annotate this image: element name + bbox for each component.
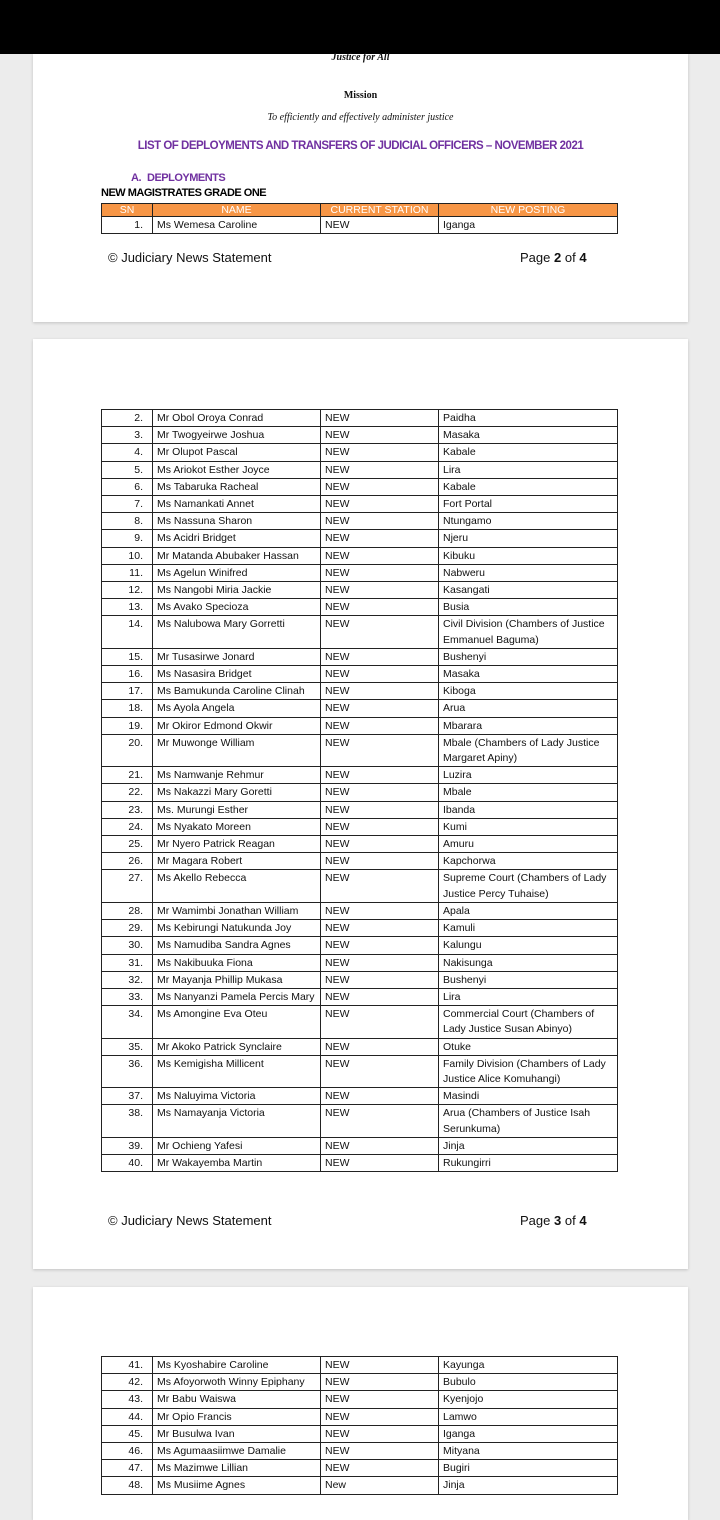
cell-current-station: NEW (321, 971, 439, 988)
cell-current-station: NEW (321, 410, 439, 427)
cell-new-posting: Kiboga (439, 683, 618, 700)
cell-new-posting: Otuke (439, 1038, 618, 1055)
cell-name: Ms Nakibuuka Fiona (153, 954, 321, 971)
cell-sn: 2. (102, 410, 153, 427)
cell-current-station: NEW (321, 1391, 439, 1408)
cell-current-station: NEW (321, 954, 439, 971)
table-row (102, 1006, 618, 1038)
cell-new-posting: Mityana (439, 1443, 618, 1460)
cell-current-station: NEW (321, 564, 439, 581)
table-row (102, 1357, 618, 1374)
table-row (102, 937, 618, 954)
cell-current-station: NEW (321, 217, 439, 234)
table-row (102, 616, 618, 648)
table-row (102, 734, 618, 766)
cell-current-station: NEW (321, 1408, 439, 1425)
cell-new-posting: Mbale (439, 784, 618, 801)
cell-current-station: NEW (321, 1088, 439, 1105)
cell-new-posting: Supreme Court (Chambers of Lady Justice Percy Tuhaise) (439, 870, 618, 902)
cell-sn: 18. (102, 700, 153, 717)
cell-sn: 42. (102, 1374, 153, 1391)
cell-sn: 41. (102, 1357, 153, 1374)
cell-current-station: NEW (321, 444, 439, 461)
cell-name: Ms Avako Specioza (153, 599, 321, 616)
section-number: A. (131, 172, 141, 184)
cell-sn: 21. (102, 767, 153, 784)
cell-sn: 33. (102, 988, 153, 1005)
cell-sn: 31. (102, 954, 153, 971)
cell-new-posting: Iganga (439, 217, 618, 234)
cell-current-station: NEW (321, 784, 439, 801)
cell-new-posting: Arua (439, 700, 618, 717)
cell-new-posting: Arua (Chambers of Justice Isah Serunkuma) (439, 1105, 618, 1137)
cell-new-posting: Masaka (439, 427, 618, 444)
cell-name: Mr Twogyeirwe Joshua (153, 427, 321, 444)
cell-name: Mr Okiror Edmond Okwir (153, 717, 321, 734)
cell-name: Mr Magara Robert (153, 853, 321, 870)
cell-current-station: NEW (321, 478, 439, 495)
cell-new-posting: Bugiri (439, 1460, 618, 1477)
cell-sn: 16. (102, 666, 153, 683)
grade-heading: NEW MAGISTRATES GRADE ONE (101, 187, 267, 199)
cell-name: Ms Mazimwe Lillian (153, 1460, 321, 1477)
cell-name: Mr Mayanja Phillip Mukasa (153, 971, 321, 988)
table-row (102, 836, 618, 853)
table-row (102, 1105, 618, 1137)
cell-current-station: NEW (321, 461, 439, 478)
cell-name: Mr Obol Oroya Conrad (153, 410, 321, 427)
table-row (102, 666, 618, 683)
col-header-new-posting: NEW POSTING (439, 204, 618, 217)
cell-sn: 34. (102, 1006, 153, 1038)
table-row (102, 902, 618, 919)
cell-sn: 37. (102, 1088, 153, 1105)
cell-current-station: NEW (321, 1055, 439, 1087)
table-row (102, 1408, 618, 1425)
cell-new-posting: Kabale (439, 444, 618, 461)
cell-new-posting: Kumi (439, 818, 618, 835)
cell-name: Mr Akoko Patrick Synclaire (153, 1038, 321, 1055)
cell-new-posting: Kalungu (439, 937, 618, 954)
table-row (102, 547, 618, 564)
document-page-3 (33, 339, 688, 1269)
table-header-row (102, 204, 618, 217)
cell-new-posting: Masindi (439, 1088, 618, 1105)
cell-current-station: NEW (321, 1357, 439, 1374)
cell-new-posting: Masaka (439, 666, 618, 683)
cell-sn: 4. (102, 444, 153, 461)
cell-new-posting: Iganga (439, 1425, 618, 1442)
cell-sn: 35. (102, 1038, 153, 1055)
cell-name: Ms Nanyanzi Pamela Percis Mary (153, 988, 321, 1005)
cell-current-station: NEW (321, 547, 439, 564)
table-row (102, 648, 618, 665)
table-row (102, 700, 618, 717)
cell-new-posting: Family Division (Chambers of Lady Justice Alice Komuhangi) (439, 1055, 618, 1087)
cell-sn: 40. (102, 1154, 153, 1171)
cell-name: Mr Wamimbi Jonathan William (153, 902, 321, 919)
cell-new-posting: Kabale (439, 478, 618, 495)
cell-name: Ms Kyoshabire Caroline (153, 1357, 321, 1374)
section-heading (131, 172, 225, 184)
table-row (102, 478, 618, 495)
cell-current-station: NEW (321, 818, 439, 835)
cell-sn: 3. (102, 427, 153, 444)
cell-current-station: NEW (321, 582, 439, 599)
cell-new-posting: Lamwo (439, 1408, 618, 1425)
cell-new-posting: Kamuli (439, 920, 618, 937)
cell-name: Mr Busulwa Ivan (153, 1425, 321, 1442)
table-row (102, 818, 618, 835)
cell-new-posting: Bubulo (439, 1374, 618, 1391)
table-row (102, 599, 618, 616)
cell-new-posting: Civil Division (Chambers of Justice Emmanuel Baguma) (439, 616, 618, 648)
page-number: 3 (554, 1213, 562, 1228)
cell-name: Ms Nasasira Bridget (153, 666, 321, 683)
page-of: of (564, 250, 576, 265)
cell-current-station: NEW (321, 1006, 439, 1038)
cell-current-station: NEW (321, 1038, 439, 1055)
table-row (102, 513, 618, 530)
cell-sn: 6. (102, 478, 153, 495)
cell-sn: 45. (102, 1425, 153, 1442)
page-number-footer (520, 250, 587, 265)
cell-sn: 1. (102, 217, 153, 234)
cell-name: Ms Ayola Angela (153, 700, 321, 717)
cell-sn: 7. (102, 496, 153, 513)
cell-sn: 14. (102, 616, 153, 648)
table-row (102, 427, 618, 444)
cell-name: Mr Babu Waiswa (153, 1391, 321, 1408)
cell-sn: 9. (102, 530, 153, 547)
cell-new-posting: Paidha (439, 410, 618, 427)
cell-new-posting: Lira (439, 988, 618, 1005)
cell-sn: 12. (102, 582, 153, 599)
cell-sn: 25. (102, 836, 153, 853)
list-title: LIST OF DEPLOYMENTS AND TRANSFERS OF JUDICIAL OFFICERS – NOVEMBER 2021 (137, 140, 584, 152)
table-row (102, 1154, 618, 1171)
cell-new-posting: Bushenyi (439, 648, 618, 665)
deployments-table-page2 (101, 203, 618, 234)
cell-new-posting: Kyenjojo (439, 1391, 618, 1408)
cell-new-posting: Kibuku (439, 547, 618, 564)
table-row (102, 717, 618, 734)
cell-name: Ms Amongine Eva Oteu (153, 1006, 321, 1038)
deployments-table-page3 (101, 409, 618, 1172)
cell-name: Ms Kemigisha Millicent (153, 1055, 321, 1087)
cell-current-station: NEW (321, 836, 439, 853)
cell-sn: 28. (102, 902, 153, 919)
cell-current-station: NEW (321, 801, 439, 818)
table-row (102, 971, 618, 988)
footer-copyright: © Judiciary News Statement (108, 250, 272, 265)
table-row (102, 1137, 618, 1154)
cell-new-posting: Commercial Court (Chambers of Lady Justice Susan Abinyo) (439, 1006, 618, 1038)
cell-name: Mr Tusasirwe Jonard (153, 648, 321, 665)
cell-new-posting: Jinja (439, 1137, 618, 1154)
table-row (102, 461, 618, 478)
cell-sn: 27. (102, 870, 153, 902)
cell-current-station: NEW (321, 616, 439, 648)
cell-current-station: NEW (321, 988, 439, 1005)
cell-sn: 11. (102, 564, 153, 581)
cell-sn: 24. (102, 818, 153, 835)
table-row (102, 954, 618, 971)
cell-current-station: NEW (321, 734, 439, 766)
cell-current-station: NEW (321, 902, 439, 919)
cell-name: Ms Kebirungi Natukunda Joy (153, 920, 321, 937)
cell-new-posting: Busia (439, 599, 618, 616)
cell-current-station: NEW (321, 853, 439, 870)
table-row (102, 1374, 618, 1391)
cell-current-station: NEW (321, 513, 439, 530)
table-row (102, 1460, 618, 1477)
cell-new-posting: Apala (439, 902, 618, 919)
table-row (102, 1055, 618, 1087)
cell-name: Ms Tabaruka Racheal (153, 478, 321, 495)
cell-new-posting: Mbale (Chambers of Lady Justice Margaret Apiny) (439, 734, 618, 766)
table-row (102, 870, 618, 902)
cell-sn: 38. (102, 1105, 153, 1137)
cell-name: Ms Agelun Winifred (153, 564, 321, 581)
page-total: 4 (579, 1213, 587, 1228)
table-row (102, 496, 618, 513)
cell-sn: 30. (102, 937, 153, 954)
table-row (102, 444, 618, 461)
cell-new-posting: Njeru (439, 530, 618, 547)
cell-new-posting: Nakisunga (439, 954, 618, 971)
cell-name: Mr Wakayemba Martin (153, 1154, 321, 1171)
cell-current-station: NEW (321, 870, 439, 902)
cell-new-posting: Kasangati (439, 582, 618, 599)
cell-name: Ms Ariokot Esther Joyce (153, 461, 321, 478)
cell-name: Ms. Murungi Esther (153, 801, 321, 818)
table-row (102, 1425, 618, 1442)
page-label: Page (520, 1213, 551, 1228)
col-header-name: NAME (153, 204, 321, 217)
cell-new-posting: Lira (439, 461, 618, 478)
cell-name: Ms Nakazzi Mary Goretti (153, 784, 321, 801)
cell-current-station: NEW (321, 427, 439, 444)
table-row (102, 784, 618, 801)
cell-sn: 44. (102, 1408, 153, 1425)
page-of: of (564, 1213, 576, 1228)
cell-name: Ms Akello Rebecca (153, 870, 321, 902)
cell-current-station: NEW (321, 496, 439, 513)
cell-new-posting: Kayunga (439, 1357, 618, 1374)
cell-sn: 17. (102, 683, 153, 700)
table-row (102, 988, 618, 1005)
cell-name: Ms Wemesa Caroline (153, 217, 321, 234)
cell-sn: 5. (102, 461, 153, 478)
table-row (102, 1443, 618, 1460)
cell-new-posting: Jinja (439, 1477, 618, 1494)
cell-name: Ms Naluyima Victoria (153, 1088, 321, 1105)
cell-sn: 46. (102, 1443, 153, 1460)
motto: Justice for All (331, 52, 390, 63)
footer-copyright: © Judiciary News Statement (108, 1213, 272, 1228)
table-row (102, 1477, 618, 1494)
table-row (102, 564, 618, 581)
cell-sn: 48. (102, 1477, 153, 1494)
table-row (102, 801, 618, 818)
cell-name: Mr Ochieng Yafesi (153, 1137, 321, 1154)
cell-sn: 47. (102, 1460, 153, 1477)
cell-name: Ms Namwanje Rehmur (153, 767, 321, 784)
document-page-4 (33, 1287, 688, 1520)
cell-sn: 8. (102, 513, 153, 530)
cell-current-station: NEW (321, 1374, 439, 1391)
cell-new-posting: Kapchorwa (439, 853, 618, 870)
cell-current-station: NEW (321, 683, 439, 700)
table-row (102, 410, 618, 427)
cell-current-station: New (321, 1477, 439, 1494)
cell-name: Ms Namayanja Victoria (153, 1105, 321, 1137)
cell-sn: 26. (102, 853, 153, 870)
cell-name: Ms Namankati Annet (153, 496, 321, 513)
cell-name: Mr Nyero Patrick Reagan (153, 836, 321, 853)
cell-sn: 29. (102, 920, 153, 937)
cell-current-station: NEW (321, 666, 439, 683)
cell-sn: 20. (102, 734, 153, 766)
page-label: Page (520, 250, 551, 265)
cell-current-station: NEW (321, 1460, 439, 1477)
cell-name: Mr Olupot Pascal (153, 444, 321, 461)
cell-new-posting: Ntungamo (439, 513, 618, 530)
cell-name: Ms Musiime Agnes (153, 1477, 321, 1494)
table-row (102, 683, 618, 700)
cell-name: Ms Afoyorwoth Winny Epiphany (153, 1374, 321, 1391)
cell-current-station: NEW (321, 920, 439, 937)
table-row (102, 582, 618, 599)
cell-current-station: NEW (321, 1105, 439, 1137)
cell-sn: 13. (102, 599, 153, 616)
cell-current-station: NEW (321, 648, 439, 665)
table-row (102, 1088, 618, 1105)
cell-new-posting: Bushenyi (439, 971, 618, 988)
cell-new-posting: Ibanda (439, 801, 618, 818)
mission-heading: Mission (343, 90, 378, 101)
cell-name: Ms Namudiba Sandra Agnes (153, 937, 321, 954)
cell-name: Ms Agumaasiimwe Damalie (153, 1443, 321, 1460)
cell-name: Ms Nalubowa Mary Gorretti (153, 616, 321, 648)
deployments-table-page4 (101, 1356, 618, 1495)
cell-sn: 39. (102, 1137, 153, 1154)
cell-current-station: NEW (321, 599, 439, 616)
cell-sn: 43. (102, 1391, 153, 1408)
table-row (102, 1038, 618, 1055)
col-header-current-station: CURRENT STATION (321, 204, 439, 217)
cell-current-station: NEW (321, 767, 439, 784)
cell-current-station: NEW (321, 700, 439, 717)
cell-sn: 32. (102, 971, 153, 988)
top-status-bar (0, 0, 720, 54)
cell-new-posting: Mbarara (439, 717, 618, 734)
cell-name: Ms Acidri Bridget (153, 530, 321, 547)
table-row (102, 853, 618, 870)
cell-name: Ms Nangobi Miria Jackie (153, 582, 321, 599)
cell-sn: 36. (102, 1055, 153, 1087)
cell-name: Ms Nyakato Moreen (153, 818, 321, 835)
page-number-footer (520, 1213, 587, 1228)
cell-current-station: NEW (321, 530, 439, 547)
cell-new-posting: Luzira (439, 767, 618, 784)
cell-current-station: NEW (321, 1137, 439, 1154)
cell-name: Mr Opio Francis (153, 1408, 321, 1425)
cell-name: Ms Bamukunda Caroline Clinah (153, 683, 321, 700)
col-header-sn: SN (102, 204, 153, 217)
cell-current-station: NEW (321, 717, 439, 734)
cell-current-station: NEW (321, 1443, 439, 1460)
cell-new-posting: Amuru (439, 836, 618, 853)
cell-sn: 10. (102, 547, 153, 564)
cell-name: Mr Muwonge William (153, 734, 321, 766)
cell-new-posting: Rukungirri (439, 1154, 618, 1171)
table-row (102, 217, 618, 234)
table-row (102, 767, 618, 784)
cell-new-posting: Fort Portal (439, 496, 618, 513)
cell-name: Ms Nassuna Sharon (153, 513, 321, 530)
cell-sn: 15. (102, 648, 153, 665)
table-row (102, 530, 618, 547)
cell-current-station: NEW (321, 1425, 439, 1442)
page-number: 2 (554, 250, 562, 265)
cell-name: Mr Matanda Abubaker Hassan (153, 547, 321, 564)
cell-new-posting: Nabweru (439, 564, 618, 581)
cell-sn: 19. (102, 717, 153, 734)
section-label: DEPLOYMENTS (147, 172, 226, 184)
cell-current-station: NEW (321, 1154, 439, 1171)
cell-sn: 22. (102, 784, 153, 801)
cell-sn: 23. (102, 801, 153, 818)
table-row (102, 920, 618, 937)
cell-current-station: NEW (321, 937, 439, 954)
table-row (102, 1391, 618, 1408)
document-page-2 (33, 54, 688, 322)
page-total: 4 (579, 250, 587, 265)
mission-text: To efficiently and effectively administer justice (267, 112, 454, 123)
